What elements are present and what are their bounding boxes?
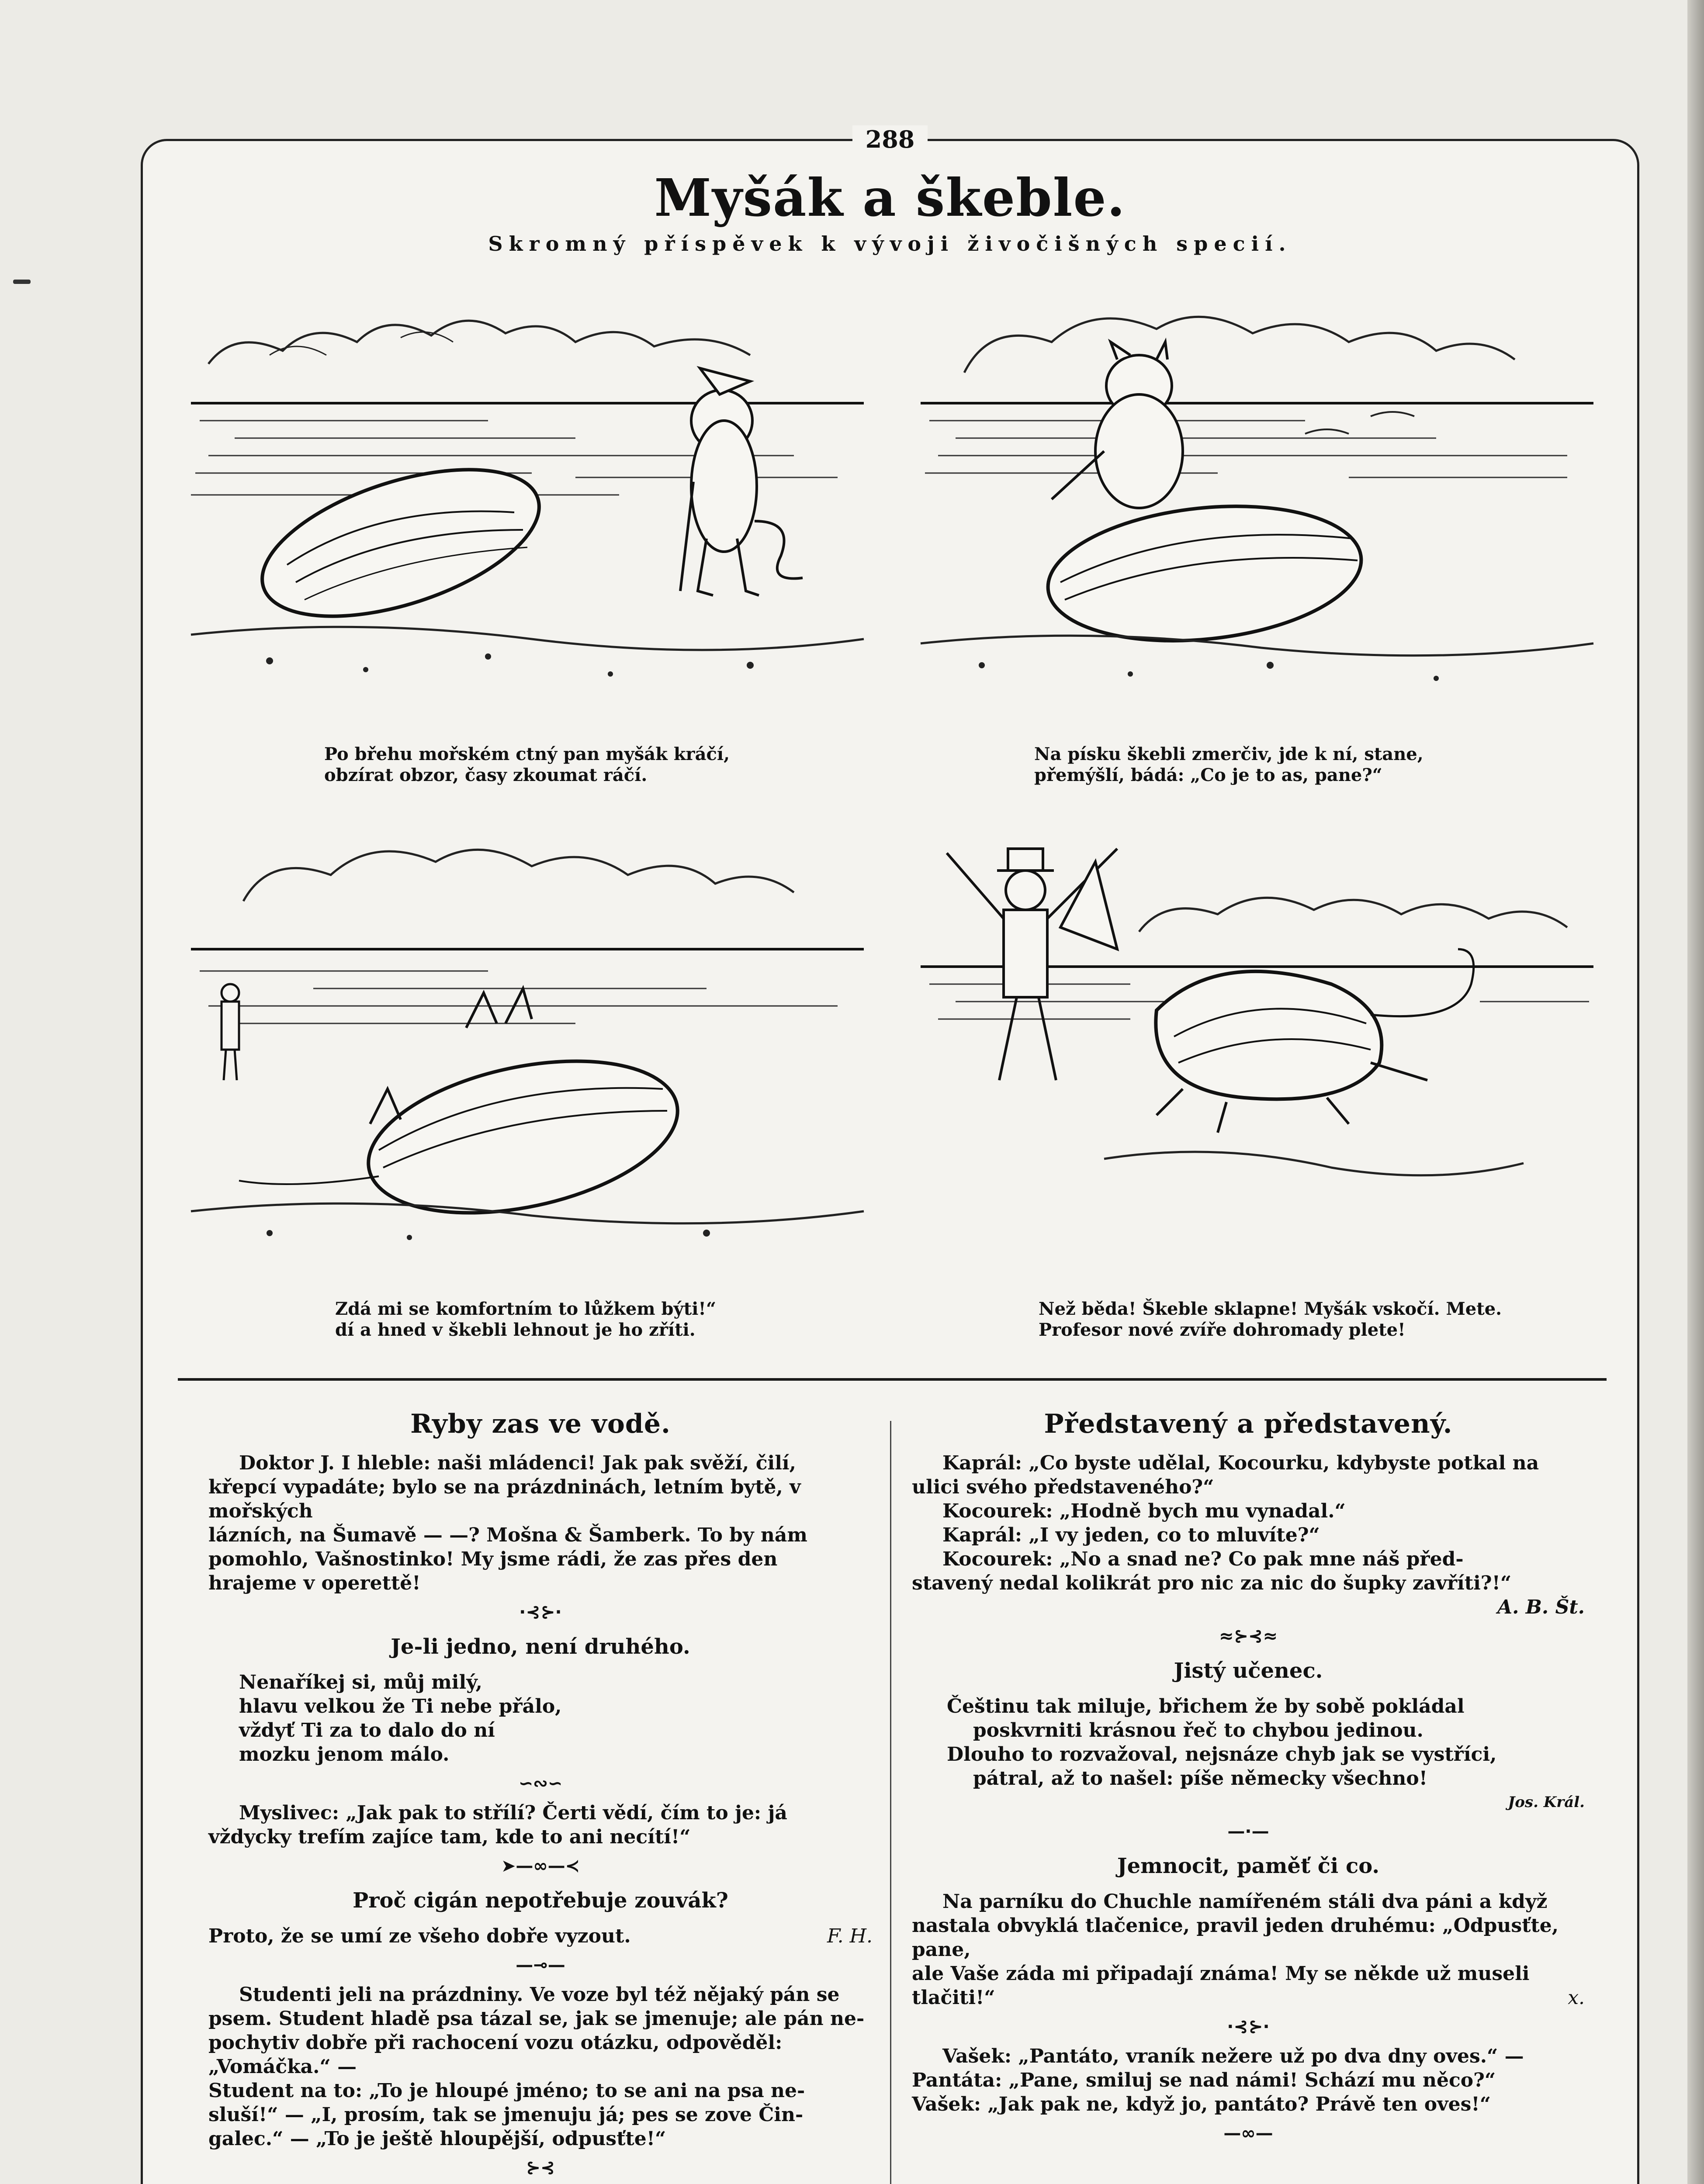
ryby-heading: Ryby zas ve vodě. xyxy=(410,1409,671,1439)
kapral-line: Kaprál: „I vy jeden, co to mluvíte?“ xyxy=(942,1524,1320,1546)
kapral-line: ulici svého představeného?“ xyxy=(912,1476,1214,1498)
column-divider xyxy=(890,1421,891,2184)
jemnocit-heading: Jemnocit, paměť či co. xyxy=(1117,1854,1380,1878)
right-column xyxy=(912,1409,1585,2151)
ornament: ⋅⊰⊱⋅ xyxy=(1227,2017,1270,2037)
ryby-line: lázních, na Šumavě — —? Mošna & Šamberk. To by nám xyxy=(208,1524,807,1546)
section-divider xyxy=(178,1378,1607,1381)
cigan-signature: F. H. xyxy=(827,1925,873,1947)
panel-3-caption: Zdá mi se komfortním to lůžkem býti!“ dí a hned v škebli lehnout je ho zříti. xyxy=(335,1299,716,1340)
panel-1-caption: Po břehu mořském ctný pan myšák kráčí, obzírat obzor, časy zkoumat ráčí. xyxy=(324,744,730,785)
kapral-signature: A. B. Št. xyxy=(1497,1596,1585,1618)
jemnocit-line: nastala obvyklá tlačenice, pravil jeden druhému: „Odpusťte, pane, xyxy=(912,1914,1559,1961)
vasek-line: Pantáta: „Pane, smiluj se nad námi! Schází mu něco?“ xyxy=(912,2069,1496,2091)
professor-and-hybrid-creature-illustration xyxy=(912,818,1602,1255)
studenti-line: sluší!“ — „I, prosím, tak se jmenuju já; pes se zove Čin- xyxy=(208,2104,804,2126)
ornament: ⊱⊰ xyxy=(526,2158,555,2178)
jemnocit-signature: x. xyxy=(1568,1987,1585,2009)
jemnocit-line: Na parníku do Chuchle namířeném stáli dva páni a když xyxy=(942,1890,1548,1913)
vasek-line: Vašek: „Pantáto, vraník nežere už po dva dny oves.“ — xyxy=(942,2045,1524,2067)
kapral-line: Kocourek: „Hodně bych mu vynadal.“ xyxy=(942,1500,1346,1522)
ucenec-heading: Jistý učenec. xyxy=(1174,1659,1323,1683)
myslivec-line: Myslivec: „Jak pak to střílí? Čerti vědí, čím to je: já xyxy=(239,1802,787,1824)
page-title: Myšák a škeble. xyxy=(654,167,1126,228)
cigan-answer: Proto, že se umí ze všeho dobře vyzout. F. H. xyxy=(208,1925,873,1947)
mouse-figure xyxy=(1052,342,1183,508)
illustration-panel-4 xyxy=(912,818,1602,1255)
ornament: ∽∾∽ xyxy=(518,1773,563,1794)
myslivec-line: vždycky trefím zajíce tam, kde to ani necítí!“ xyxy=(208,1826,691,1848)
ryby-line: hrajeme v operettě! xyxy=(208,1572,421,1594)
mouse-in-shell-illustration xyxy=(182,818,873,1255)
distant-man-figure xyxy=(222,984,239,1080)
ryby-line: křepcí vypadáte; bylo se na prázdninách, letním bytě, v mořských xyxy=(208,1476,801,1522)
studenti-line: psem. Student hladě psa tázal se, jak se jmenuje; ale pán ne- xyxy=(208,2008,865,2030)
kapral-line: Kocourek: „No a snad ne? Co pak mne náš před- xyxy=(942,1548,1464,1570)
ornament: —∞— xyxy=(1223,2123,1273,2143)
ornament: ≈⊱⊰≈ xyxy=(1219,1626,1278,1646)
ornament: —⊸— xyxy=(516,1955,565,1975)
studenti-line: pochytiv dobře při rachocení vozu otázku, odpověděl: „Vomáčka.“ — xyxy=(208,2032,783,2078)
panel-4-caption: Než běda! Škeble sklapne! Myšák vskočí. Mete. Profesor nové zvíře dohromady plete! xyxy=(1039,1299,1502,1340)
ryby-line: pomohlo, Vašnostinko! My jsme rádi, že zas přes den xyxy=(208,1548,778,1570)
page-subtitle: Skromný příspěvek k vývoji živočišných specií. xyxy=(488,232,1292,256)
ornament: —⋅— xyxy=(1227,1821,1269,1842)
jeli-verse: Nenaříkej si, můj milý, hlavu velkou že Ti nebe přálo, vždyť Ti za to dalo do ní mozku jenom málo. xyxy=(239,1671,562,1766)
studenti-line: Student na to: „To je hloupé jméno; to se ani na psa ne- xyxy=(208,2080,805,2102)
jeli-heading: Je-li jedno, není druhého. xyxy=(391,1635,690,1659)
jemnocit-line: ale Vaše záda mi připadají známa! My se někde už museli xyxy=(912,1963,1530,1985)
kapral-line: Kaprál: „Co byste udělal, Kocourku, kdybyste potkal na xyxy=(942,1452,1539,1474)
ucenec-signature: Jos. Král. xyxy=(1508,1794,1585,1811)
illustration-panel-2 xyxy=(912,294,1602,731)
page-number: 288 xyxy=(143,125,1637,153)
ucenec-verse: Češtinu tak miluje, břichem že by sobě pokládal poskvrniti krásnou řeč to chybou jedinou. Dlouho to rozvažoval, nejsnáze chyb jak se vystříci, pátral, až to našel: píše německy všechno! xyxy=(947,1695,1497,1790)
professor-figure xyxy=(947,849,1117,1080)
mouse-walking-illustration xyxy=(182,294,873,731)
ornament: ⋅⊰⊱⋅ xyxy=(519,1602,562,1622)
left-column xyxy=(208,1409,873,2184)
studenti-line: Studenti jeli na prázdniny. Ve voze byl též nějaký pán se xyxy=(239,1984,840,2006)
predstaveny-heading: Představený a představený. xyxy=(1044,1409,1453,1439)
ornament: ➤—∞—≺ xyxy=(501,1856,580,1876)
scan-edge xyxy=(1687,0,1704,2184)
jemnocit-last-line: tlačiti!“ x. xyxy=(912,1987,1585,2009)
kapral-line: stavený nedal kolikrát pro nic za nic do šupky zavříti?!“ xyxy=(912,1572,1512,1594)
mouse-examining-shell-illustration xyxy=(912,294,1602,731)
illustration-panel-1 xyxy=(182,294,873,731)
cigan-heading: Proč cigán nepotřebuje zouvák? xyxy=(353,1888,728,1913)
illustration-panel-3 xyxy=(182,818,873,1255)
ryby-line: Doktor J. I hleble: naši mládenci! Jak pak svěží, čilí, xyxy=(239,1452,796,1474)
panel-2-caption: Na písku škebli zmerčiv, jde k ní, stane, přemýšlí, bádá: „Co je to as, pane?“ xyxy=(1034,744,1423,785)
page-frame xyxy=(141,125,1639,2184)
margin-mark xyxy=(13,280,31,284)
vasek-line: Vašek: „Jak pak ne, když jo, pantáto? Právě ten oves!“ xyxy=(912,2093,1491,2115)
studenti-line: galec.“ — „To je ještě hloupější, odpusťte!“ xyxy=(208,2128,666,2150)
